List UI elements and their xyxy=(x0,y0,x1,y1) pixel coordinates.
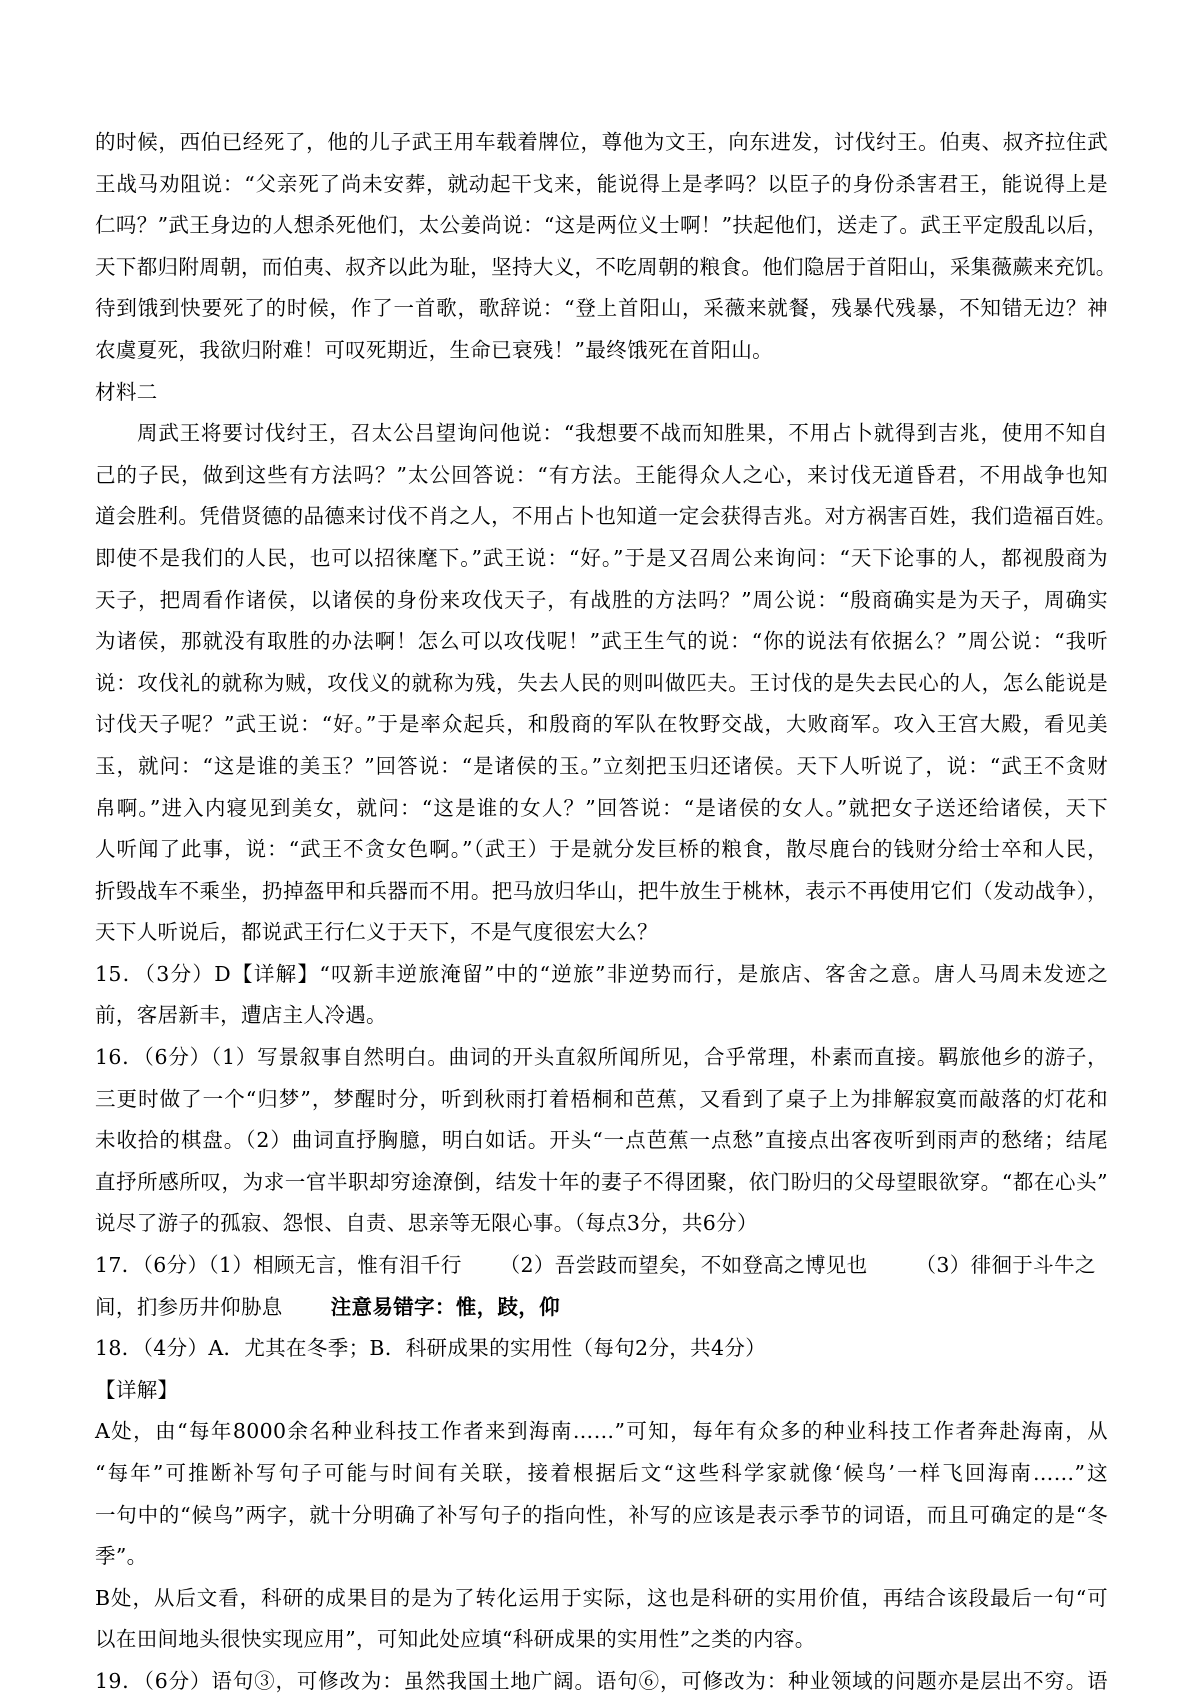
answer-17-line xyxy=(95,1245,1108,1287)
answer-15-line: 15．（3分）D【详解】“叹新丰逆旅淹留”中的“逆旅”非逆势而行，是旅店、客舍之意。唐人马周未发迹之 xyxy=(95,961,1108,986)
section-heading: 材料二 xyxy=(95,379,158,404)
error-prone-note: 注意易错字：惟，跂，仰 xyxy=(330,1294,561,1319)
paragraph-line: 的时候，西伯已经死了，他的儿子武王用车载着牌位，尊他为文王，向东进发，讨伐纣王。伯夷、叔齐拉住武 xyxy=(95,130,1108,154)
paragraph-line: 待到饿到快要死了的时候，作了一首歌，歌辞说：“登上首阳山，采薇来就餐，残暴代残暴，不知错无边？神 xyxy=(95,296,1108,321)
paragraph-line: 天下都归附周朝，而伯夷、叔齐以此为耻，坚持大义，不吃周朝的粮食。他们隐居于首阳山，采集薇蕨来充饥。 xyxy=(95,254,1117,279)
explanation-line: A处，由“每年8000余名种业科技工作者来到海南……”可知，每年有众多的种业科技工作者奔赴海南，从 xyxy=(95,1419,1108,1444)
explanation-line: 一句中的“候鸟”两字，就十分明确了补写句子的指向性，补写的应该是表示季节的词语，而且可确定的是“冬 xyxy=(95,1502,1108,1527)
answer-17-part-1: 17．（6分）（1）相顾无言，惟有泪千行 xyxy=(95,1253,462,1278)
paragraph-line: 即使不是我们的人民，也可以招徕麾下。”武王说：“好。”于是又召周公来询问：“天下论事的人，都视殷商为 xyxy=(95,545,1108,570)
answer-16-line: 直抒所感所叹，为求一官半职却穷途潦倒，结发十年的妻子不得团聚，依门盼归的父母望眼欲穿。“都在心头” xyxy=(95,1169,1108,1194)
answer-15-line: 前，客居新丰，遭店主人冷遇。 xyxy=(95,1003,387,1028)
explanation-line: 季”。 xyxy=(95,1544,148,1569)
paragraph-line: 己的子民，做到这些有方法吗？”太公回答说：“有方法。王能得众人之心，来讨伐无道昏君，不用战争也知 xyxy=(95,462,1108,487)
paragraph-line: 农虞夏死，我欲归附难！可叹死期近，生命已衰残！”最终饿死在首阳山。 xyxy=(95,337,774,362)
explanation-line: B处，从后文看，科研的成果目的是为了转化运用于实际，这也是科研的实用价值，再结合该段最后一句“可 xyxy=(95,1585,1108,1610)
paragraph-line: 讨伐天子呢？”武王说：“好。”于是率众起兵，和殷商的军队在牧野交战，大败商军。攻入王宫大殿，看见美 xyxy=(95,712,1108,737)
paragraph-line: 天子，把周看作诸侯，以诸侯的身份来攻伐天子，有战胜的方法吗？”周公说：“殷商确实是为天子，周确实 xyxy=(95,587,1108,612)
paragraph-line: 为诸侯，那就没有取胜的办法啊！怎么可以攻伐呢！”武王生气的说：“你的说法有依据么？”周公说：“我听 xyxy=(95,629,1108,654)
paragraph-line: 玉，就问：“这是谁的美玉？”回答说：“是诸侯的玉。”立刻把玉归还诸侯。天下人听说了，说：“武王不贪财 xyxy=(95,753,1108,778)
answer-17-line xyxy=(95,1287,1108,1329)
answer-17-part-2: （2）吾尝跂而望矣，不如登高之博见也 xyxy=(499,1253,868,1278)
paragraph-line: 折毁战车不乘坐，扔掉盔甲和兵器而不用。把马放归华山，把牛放生于桃林，表示不再使用它们（发动战争）， xyxy=(95,878,1108,903)
answer-16-line: 说尽了游子的孤寂、怨恨、自责、思亲等无限心事。（每点3分，共6分） xyxy=(95,1211,758,1236)
answer-17-part-3: （3）徘徊于斗牛之 xyxy=(915,1253,1096,1278)
paragraph-line: 仁吗？”武王身边的人想杀死他们，太公姜尚说：“这是两位义士啊！”扶起他们，送走了。武王平定殷乱以后， xyxy=(95,213,1108,238)
paragraph-line: 天下人听说后，都说武王行仁义于天下，不是气度很宏大么？ xyxy=(95,920,658,945)
answer-16-line: 三更时做了一个“归梦”，梦醒时分，听到秋雨打着梧桐和芭蕉，又看到了桌子上为排解寂寞而敲落的灯花和 xyxy=(95,1086,1108,1111)
answer-16-line: 16．（6分）（1）写景叙事自然明白。曲词的开头直叙所闻所见，合乎常理，朴素而直接。羁旅他乡的游子， xyxy=(95,1045,1108,1070)
answer-16-line: 未收拾的棋盘。（2）曲词直抒胸臆，明白如话。开头“一点芭蕉一点愁”直接点出客夜听到雨声的愁绪；结尾 xyxy=(95,1128,1108,1153)
answer-18-line: 18．（4分）A．尤其在冬季；B．科研成果的实用性（每句2分，共4分） xyxy=(95,1336,767,1361)
paragraph-line: 人听闻了此事，说：“武王不贪女色啊。”（武王）于是就分发巨桥的粮食，散尽鹿台的钱财分给士卒和人民， xyxy=(95,837,1108,862)
answer-17-part-4: 间，扪参历井仰胁息 xyxy=(95,1294,283,1319)
explanation-line: “每年”可推断补写句子可能与时间有关联，接着根据后文“这些科学家就像‘候鸟’一样飞回海南……”这 xyxy=(95,1461,1108,1485)
paragraph-line: 王战马劝阻说：“父亲死了尚未安葬，就动起干戈来，能说得上是孝吗？以臣子的身份杀害君王，能说得上是 xyxy=(95,171,1108,196)
answer-19-line: 19．（6分）语句③，可修改为：虽然我国土地广阔。语句⑥，可修改为：种业领域的问题亦是层出不穷。语 xyxy=(95,1668,1108,1693)
explanation-line: 以在田间地头很快实现应用”，可知此处应填“科研成果的实用性”之类的内容。 xyxy=(95,1627,816,1652)
paragraph-line: 周武王将要讨伐纣王，召太公吕望询问他说：“我想要不战而知胜果，不用占卜就得到吉兆，使用不知自 xyxy=(137,421,1108,446)
paragraph-line: 说：攻伐礼的就称为贼，攻伐义的就称为残，失去人民的则叫做匹夫。王讨伐的是失去民心的人，怎么能说是 xyxy=(95,670,1108,695)
explanation-heading: 【详解】 xyxy=(95,1377,179,1402)
paragraph-line: 帛啊。”进入内寝见到美女，就问：“这是谁的女人？”回答说：“是诸侯的女人。”就把女子送还给诸侯，天下 xyxy=(95,795,1108,820)
paragraph-line: 道会胜利。凭借贤德的品德来讨伐不肖之人，不用占卜也知道一定会获得吉兆。对方祸害百姓，我们造福百姓。 xyxy=(95,504,1117,529)
